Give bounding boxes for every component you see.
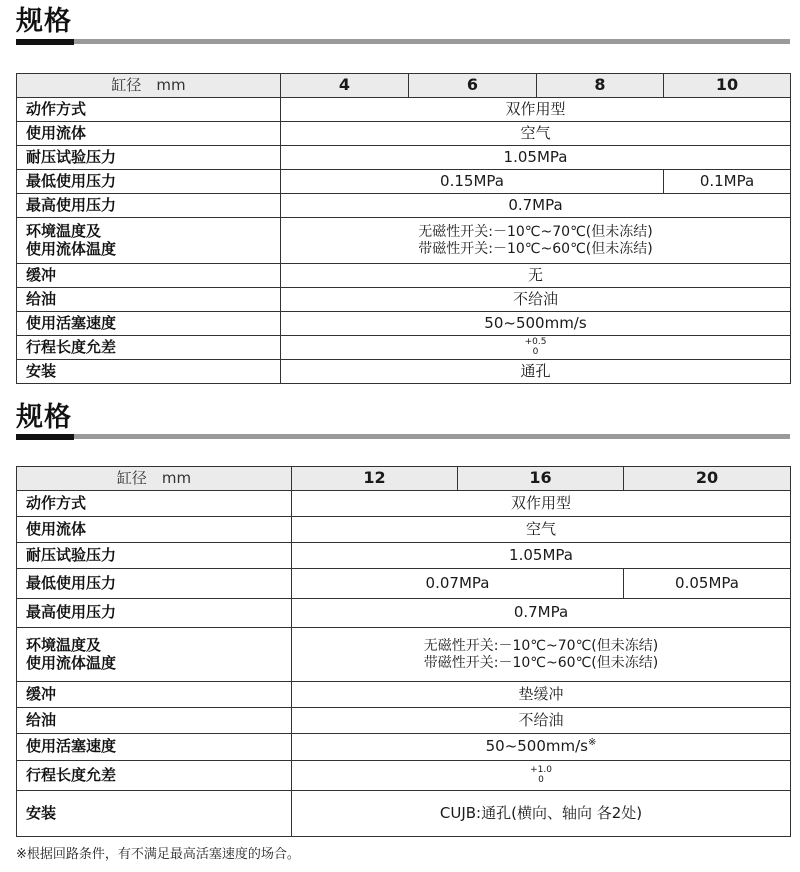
section-title: 规格 (16, 6, 72, 37)
row-label: 耐压试验压力 (17, 146, 281, 170)
bore-size-cell: 6 (409, 74, 537, 98)
row-label: 行程长度允差 (17, 336, 281, 360)
row-value: 0.7MPa (292, 599, 791, 628)
row-value: 0.05MPa (624, 569, 791, 599)
row-value-line: 带磁性开关:－10℃~60℃(但未冻结) (423, 654, 659, 671)
row-label: 缓冲 (17, 682, 292, 708)
row-value: CUJB:通孔(横向、轴向 各2处) (292, 791, 791, 837)
bore-size-cell: 12 (292, 467, 458, 491)
tolerance-lower: 0 (532, 346, 539, 357)
row-value: 0.7MPa (281, 194, 791, 218)
row-label: 行程长度允差 (17, 761, 292, 791)
row-value: 1.05MPa (292, 543, 791, 569)
row-label: 使用活塞速度 (17, 734, 292, 761)
bore-size-cell: 20 (624, 467, 791, 491)
row-label: 使用流体 (17, 122, 281, 146)
row-value: 0.1MPa (664, 170, 791, 194)
tolerance-value (525, 337, 547, 357)
row-label: 使用流体 (17, 517, 292, 543)
table-row (17, 336, 791, 360)
row-label-line: 使用流体温度 (26, 653, 117, 672)
speed-value: 50~500mm/s (485, 737, 588, 756)
row-label: 最高使用压力 (17, 599, 292, 628)
tolerance-value (530, 765, 552, 785)
table-row (17, 708, 791, 734)
table-row (17, 170, 791, 194)
table-row (17, 491, 791, 517)
row-value: 0.07MPa (292, 569, 624, 599)
row-value (281, 336, 791, 360)
row-label: 给油 (17, 708, 292, 734)
row-value: 空气 (292, 517, 791, 543)
row-label: 耐压试验压力 (17, 543, 292, 569)
title-underline (16, 434, 790, 439)
row-value-line: 无磁性开关:－10℃~70℃(但未冻结) (418, 224, 653, 241)
tolerance-upper: +1.0 (530, 764, 552, 775)
row-label-line: 环境温度及 (26, 222, 102, 241)
table-row (17, 517, 791, 543)
row-value: 双作用型 (281, 98, 791, 122)
table-row (17, 122, 791, 146)
bore-size-cell: 10 (664, 74, 791, 98)
table-row (17, 569, 791, 599)
table-row (17, 682, 791, 708)
title-underline-accent (16, 39, 74, 45)
row-value: 无 (281, 264, 791, 288)
row-value: 空气 (281, 122, 791, 146)
table-row (17, 146, 791, 170)
tolerance-upper: +0.5 (524, 336, 547, 347)
table-row (17, 734, 791, 761)
row-label: 最低使用压力 (17, 569, 292, 599)
row-value (292, 761, 791, 791)
row-label: 安装 (17, 791, 292, 837)
bore-size-label: 缸径 mm (17, 467, 292, 491)
row-label-line: 环境温度及 (26, 636, 102, 655)
title-underline-accent (16, 434, 74, 440)
row-value: 0.15MPa (281, 170, 664, 194)
spec-table (16, 466, 791, 837)
spec-table (16, 73, 791, 384)
row-value: 通孔 (281, 360, 791, 384)
table-row (17, 218, 791, 264)
row-value: 双作用型 (292, 491, 791, 517)
table-row (17, 194, 791, 218)
row-label (17, 218, 281, 264)
table-row (17, 98, 791, 122)
table-row (17, 360, 791, 384)
row-value: 不给油 (292, 708, 791, 734)
bore-size-cell: 4 (281, 74, 409, 98)
row-value-line: 无磁性开关:－10℃~70℃(但未冻结) (423, 638, 659, 655)
bore-size-cell: 16 (458, 467, 624, 491)
row-label: 给油 (17, 288, 281, 312)
section-title: 规格 (16, 402, 72, 433)
footnote: ※根据回路条件，有不满足最高活塞速度的场合。 (16, 847, 300, 862)
row-label: 动作方式 (17, 491, 292, 517)
table-row (17, 264, 791, 288)
row-value: 50~500mm/s (281, 312, 791, 336)
bore-size-label: 缸径 mm (17, 74, 281, 98)
header-row (17, 467, 791, 491)
table-row (17, 312, 791, 336)
row-label: 最低使用压力 (17, 170, 281, 194)
table-row (17, 628, 791, 682)
row-label: 安装 (17, 360, 281, 384)
row-label: 使用活塞速度 (17, 312, 281, 336)
row-value (292, 734, 791, 761)
table-row (17, 288, 791, 312)
row-value (292, 628, 791, 682)
table-row (17, 761, 791, 791)
row-value: 1.05MPa (281, 146, 791, 170)
title-underline (16, 39, 790, 44)
row-label: 最高使用压力 (17, 194, 281, 218)
row-value: 不给油 (281, 288, 791, 312)
row-value-line: 带磁性开关:－10℃~60℃(但未冻结) (418, 240, 653, 257)
row-value: 垫缓冲 (292, 682, 791, 708)
footnote-mark: ※ (588, 737, 597, 749)
header-row (17, 74, 791, 98)
row-label: 缓冲 (17, 264, 281, 288)
tolerance-lower: 0 (538, 774, 544, 785)
row-label (17, 628, 292, 682)
table-row (17, 791, 791, 837)
table-row (17, 543, 791, 569)
row-label: 动作方式 (17, 98, 281, 122)
table-row (17, 599, 791, 628)
row-label-line: 使用流体温度 (26, 239, 117, 258)
bore-size-cell: 8 (537, 74, 664, 98)
row-value (281, 218, 791, 264)
